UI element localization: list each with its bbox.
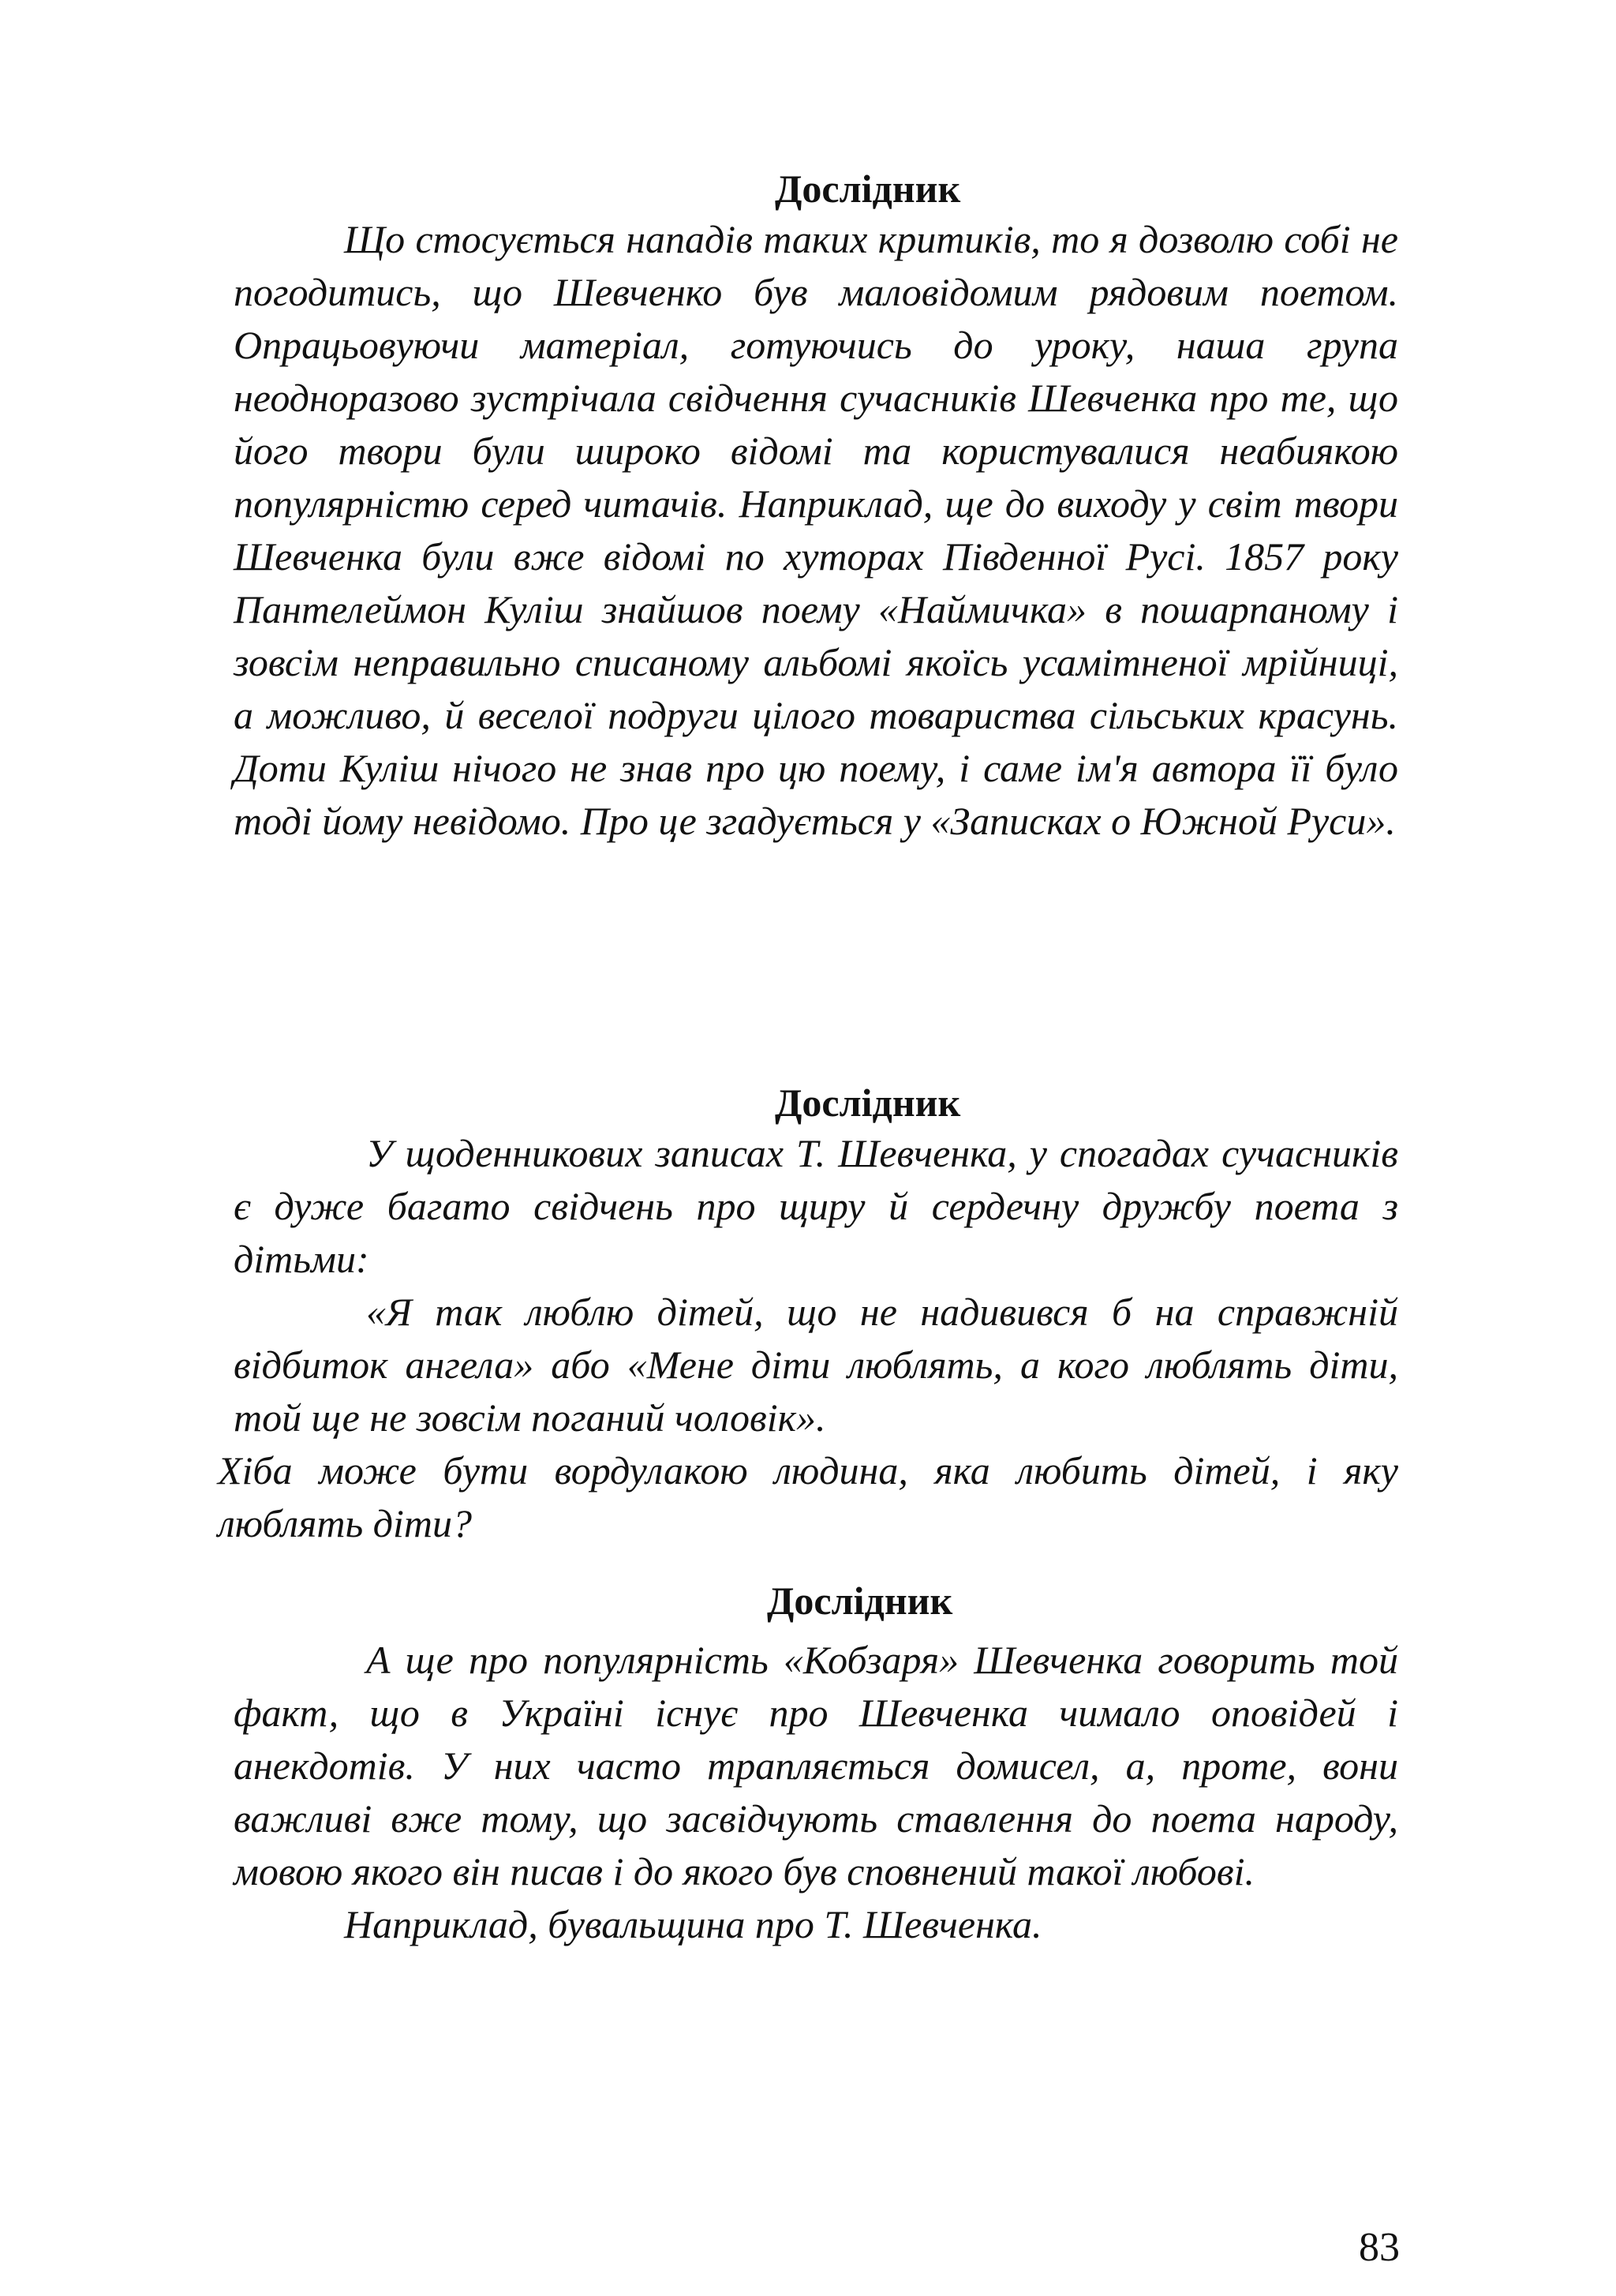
paragraph: Наприклад, бувальщина про Т. Шевченка. — [344, 1902, 1042, 1946]
section-heading: Дослідник — [775, 1081, 961, 1125]
page-number: 83 — [1359, 2225, 1400, 2270]
section-body — [234, 1634, 1398, 1951]
section-body — [234, 1127, 1398, 1444]
paragraph: Що стосується нападів таких критиків, то я дозволю собі не погодитись, що Шевченко був маловідомим рядовим поетом. Опрацьовуючи матеріал, готуючись до уроку, наша група неодноразово зустрічала свідчення сучасників Шевченка про те, що його твори були широко відомі та користувалися неабиякою популярністю серед читачів. Наприклад, ще до виходу у світ твори Шевченка були вже відомі по хуторах Південної Русі. 1857 року Пантелеймон Куліш знайшов поему «Наймичка» в пошарпаному і зовсім неправильно списаному альбомі якоїсь усамітненої мрійниці, а можливо, й веселої подруги цілого товариства сільських красунь. Доти Куліш нічого не знав про цю поему, і саме ім'я автора її було тоді йому невідомо. Про це згадується у «Записках о Южной Руси». — [234, 217, 1398, 843]
section-closing-paragraph: Хіба може бути вордулакою людина, яка любить дітей, і яку люблять діти? — [218, 1448, 1398, 1545]
paragraph: У щоденникових записах Т. Шевченка, у спогадах сучасників є дуже багато свідчень про щиру й сердечну дружбу поета з дітьми: — [234, 1131, 1398, 1281]
section-heading: Дослідник — [767, 1579, 953, 1623]
paragraph: А ще про популярність «Кобзаря» Шевченка говорить той факт, що в Україні існує про Шевченка чимало оповідей і анекдотів. У них часто трапляється домисел, а, проте, вони важливі вже тому, що засвідчують ставлення до поета народу, мовою якого він писав і до якого був сповнений такої любові. — [234, 1638, 1398, 1893]
paragraph: «Я так люблю дітей, що не надивився б на справжній відбиток ангела» або «Мене діти люблять, а кого люблять діти, той ще не зовсім поганий чоловік». — [234, 1290, 1398, 1440]
section-heading: Дослідник — [775, 167, 961, 211]
section-body — [234, 213, 1398, 848]
